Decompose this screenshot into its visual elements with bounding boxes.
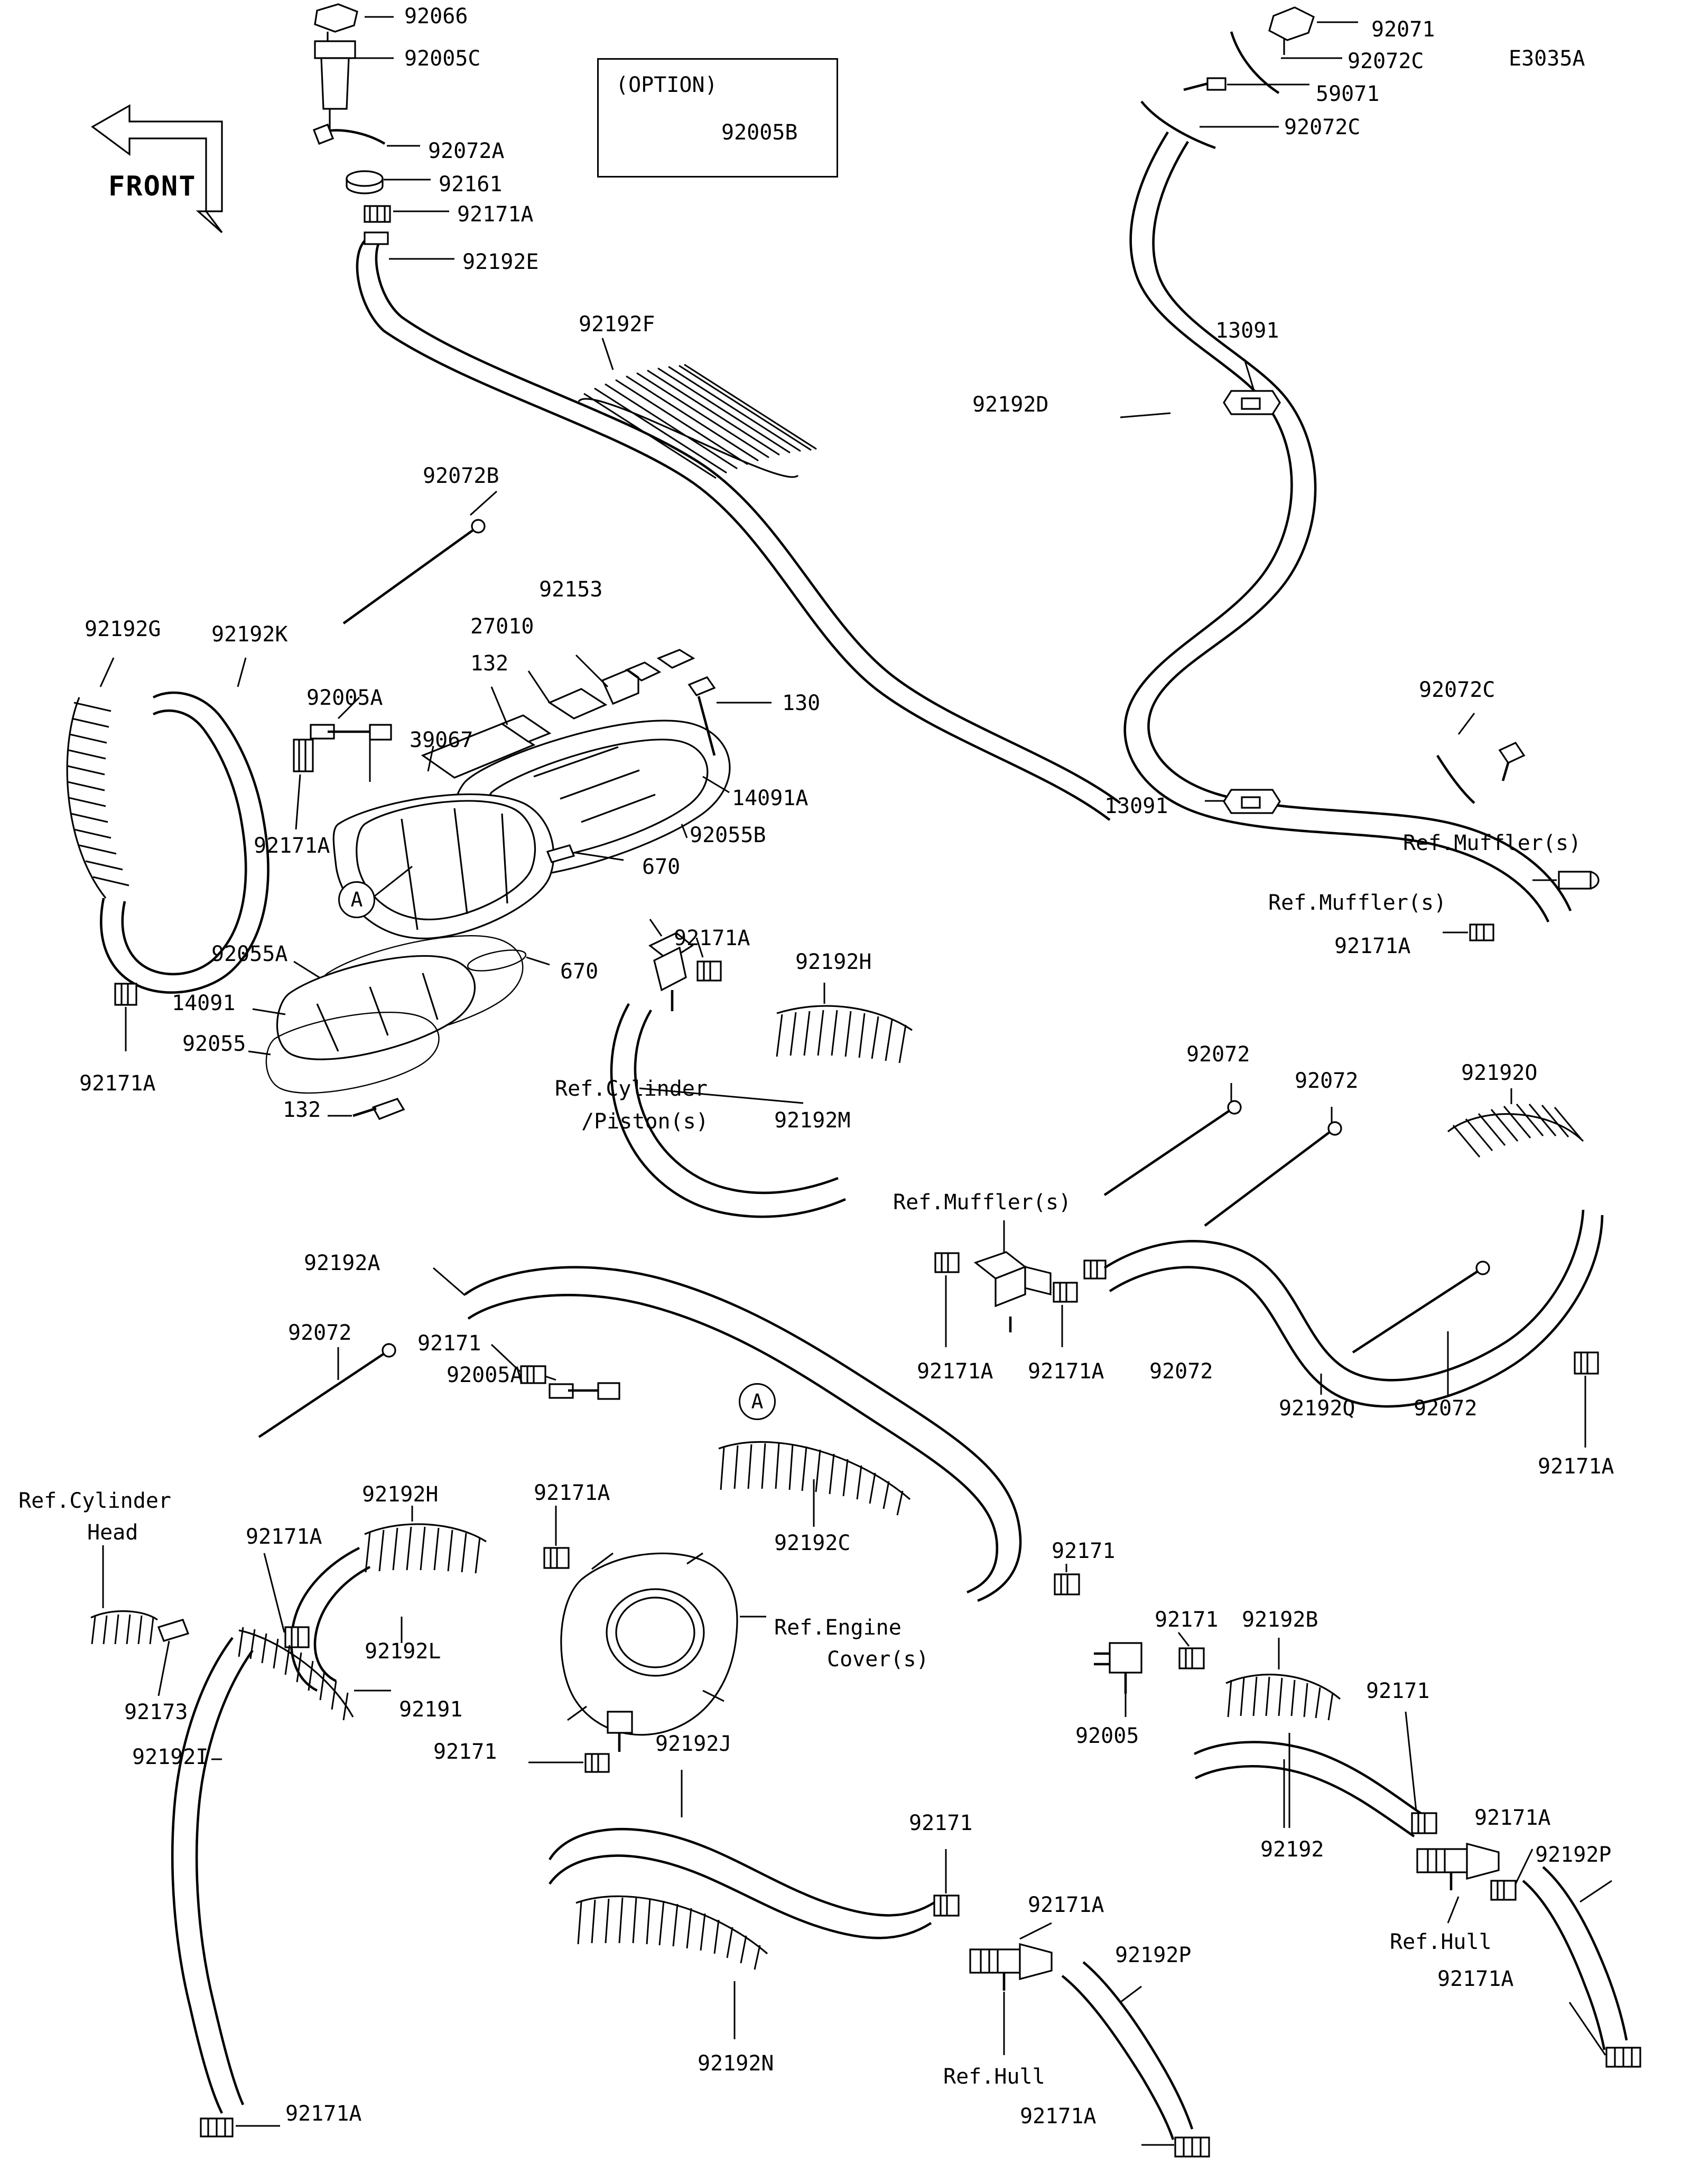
hose-92192A [433,1267,1020,1601]
label-92055A: 92055A [211,942,288,966]
front-arrow [92,106,222,232]
part-92066-group [315,4,394,130]
label-92005A-1: 92005A [306,686,383,710]
callout-marker-a-2: A [739,1383,776,1420]
label-92005A-2: 92005A [447,1363,523,1387]
label-92192N: 92192N [698,2051,774,2076]
ref-muffler-fitting-right [1532,872,1599,889]
label-13091-1: 13091 [1215,319,1279,343]
clamp-92171A-left3 [115,984,136,1051]
label-92072A: 92072A [428,139,505,163]
fitting-ref-hull-2 [1417,1844,1532,1923]
label-92192O: 92192O [1461,1061,1538,1085]
label-92192H-1: 92192H [795,950,872,974]
clamp-92171A-bottomleft [201,2118,280,2136]
ref-engine-cover [561,1553,766,1752]
label-ref-muffler-1: Ref.Muffler(s) [1403,831,1582,855]
label-92072-1: 92072 [1186,1042,1250,1067]
label-92171A-12: 92171A [1437,1967,1514,1991]
label-670-2: 670 [560,959,599,984]
clamp-92171A-far-low [1569,2002,1640,2067]
label-92191: 92191 [399,1697,463,1722]
label-92171A-6: 92171A [534,1481,610,1505]
label-92171A-3: 92171A [79,1071,156,1096]
label-92192: 92192 [1260,1837,1324,1862]
label-92005C: 92005C [404,46,481,71]
label-92192F: 92192F [579,312,655,337]
label-ref-engine-2: Cover(s) [827,1647,929,1672]
label-92171-3: 92171 [909,1811,973,1835]
label-ref-hull-1: Ref.Hull [943,2065,1045,2089]
label-ref-cylinder: Ref.Cylinder [555,1077,708,1101]
part-92071-group [1269,7,1358,55]
label-92072C-1: 92072C [1348,49,1424,73]
label-59071: 59071 [1316,82,1380,106]
label-92055B: 92055B [690,823,766,847]
label-670-1: 670 [642,855,681,879]
label-92171A-4: 92171A [674,926,750,950]
hose-92192-right [1194,1742,1427,1837]
label-92173: 92173 [124,1700,188,1724]
spring-92192F [579,338,816,478]
label-92072-4: 92072 [1149,1359,1213,1384]
label-92171A-8: 92171A [1028,1893,1104,1917]
label-92066: 92066 [404,4,468,29]
clamp-92171-r1 [1055,1564,1079,1594]
part-59071-group [1184,78,1309,90]
label-13091-2: 13091 [1104,794,1168,818]
label-92072-3: 92072 [288,1321,352,1345]
label-14091A: 14091A [732,786,809,810]
spring-92192O [1448,1088,1583,1157]
label-ref-engine-1: Ref.Engine [774,1616,902,1640]
label-92171A-11: 92171A [1474,1806,1551,1830]
clamp-92171A-left2 [294,740,313,829]
rod-92072-b [1205,1107,1341,1226]
label-92171-5: 92171 [1155,1608,1219,1632]
label-92192P-2: 92192P [1535,1843,1612,1867]
label-ref-piston: /Piston(s) [581,1109,709,1134]
label-92171A-10: 92171A [285,2102,362,2126]
rod-92072-left [259,1344,395,1437]
label-14091: 14091 [172,991,236,1015]
label-92005: 92005 [1075,1724,1139,1748]
label-92171A-1: 92171A [457,202,534,227]
label-92192Q: 92192Q [1279,1396,1355,1421]
label-92192C: 92192C [774,1531,851,1555]
part-92005-connector [1094,1643,1141,1717]
label-92192H-2: 92192H [362,1482,439,1507]
label-92192E: 92192E [462,250,539,274]
clamp-92171-r3 [1406,1712,1436,1833]
label-92072B: 92072B [423,464,499,488]
label-92171A-9: 92171A [1020,2104,1097,2129]
callout-marker-a-1: A [338,881,375,918]
hose-92192P-right [1523,1867,1627,2050]
label-92192M: 92192M [774,1108,851,1133]
label-39067: 39067 [410,728,473,752]
rod-92072-a [1104,1083,1241,1195]
label-92153: 92153 [539,577,603,602]
clamp-92171A-low-right [1141,2138,1209,2157]
label-option: (OPTION) [616,73,718,97]
label-ref-cyl-head-1: Ref.Cylinder [18,1489,171,1513]
label-92192B: 92192B [1242,1608,1318,1632]
label-92192L: 92192L [365,1639,441,1664]
label-92171A-7: 92171A [246,1525,322,1549]
label-92192G: 92192G [85,617,161,641]
label-ref-muffler-2: Ref.Muffler(s) [1268,891,1447,915]
label-92171-4: 92171 [1052,1539,1116,1563]
svg-text:FRONT: FRONT [108,171,197,202]
label-92171A-15: 92171A [1538,1454,1614,1479]
clamp-92171A-c3 [1084,1261,1105,1278]
clamp-92171A-c1 [935,1253,959,1347]
rod-92072B [343,491,497,623]
clamp-92171A-c2 [1054,1283,1077,1347]
label-27010: 27010 [470,614,534,639]
label-92171A-14: 92171A [1028,1359,1104,1384]
label-92171-6: 92171 [1366,1679,1430,1703]
label-ref-muffler-center: Ref.Muffler(s) [893,1190,1072,1215]
spring-92192C [719,1442,910,1527]
label-92192A: 92192A [304,1251,380,1275]
label-92072-5: 92072 [1414,1396,1478,1421]
clamp-92171A-right2 [1575,1352,1598,1448]
label-92192I: 92192I [132,1745,209,1769]
clamp-92171-eng [528,1754,609,1772]
label-130: 130 [782,691,821,715]
gasket-92055A [248,936,523,1119]
label-92005B: 92005B [721,120,798,145]
hose-92192L [264,1548,402,1691]
label-92071: 92071 [1371,17,1435,42]
label-92072-2: 92072 [1295,1069,1359,1093]
label-92171A-2: 92171A [254,834,330,858]
label-132-2: 132 [283,1098,321,1122]
fitting-ref-hull-1 [970,1923,1052,2055]
label-92192P-1: 92192P [1115,1943,1192,1967]
clamp-92171-r2 [1178,1632,1204,1668]
label-92171A-5: 92171A [1334,934,1411,958]
spring-92192B [1226,1638,1340,1828]
spring-92192H-mid [777,983,912,1063]
part-92161-group [347,171,431,193]
hose-92192D [1120,132,1571,922]
label-ref-hull-2: Ref.Hull [1390,1930,1492,1954]
label-ref-cyl-head-2: Head [87,1520,138,1545]
clamp-92171A-eng [544,1506,569,1568]
part-92173 [159,1620,188,1696]
label-diagram-code: E3035A [1509,46,1585,71]
label-92072C-2: 92072C [1284,115,1361,139]
label-92192D: 92192D [972,393,1049,417]
label-92161: 92161 [439,172,503,197]
fitting-ref-muffler-center [975,1220,1051,1332]
part-92072C-right [1437,713,1524,803]
spring-92192G [67,658,129,898]
label-132-1: 132 [470,651,509,676]
clamp-92171A-right [1443,925,1493,940]
label-92192K: 92192K [211,622,288,647]
rod-92072-c [1353,1262,1489,1395]
label-92055: 92055 [182,1032,246,1056]
clamp-92171-low1 [934,1849,959,1916]
label-92171-2: 92171 [433,1740,497,1764]
label-92171A-13: 92171A [917,1359,993,1384]
spring-ref-cyl-head [91,1545,157,1644]
spring-92192N [576,1896,767,2039]
label-92192J: 92192J [655,1732,732,1756]
label-92072C-3: 92072C [1419,678,1495,702]
spring-92192H-low [365,1506,486,1573]
part-92171A-top [365,206,449,222]
label-92171-1: 92171 [417,1331,481,1356]
